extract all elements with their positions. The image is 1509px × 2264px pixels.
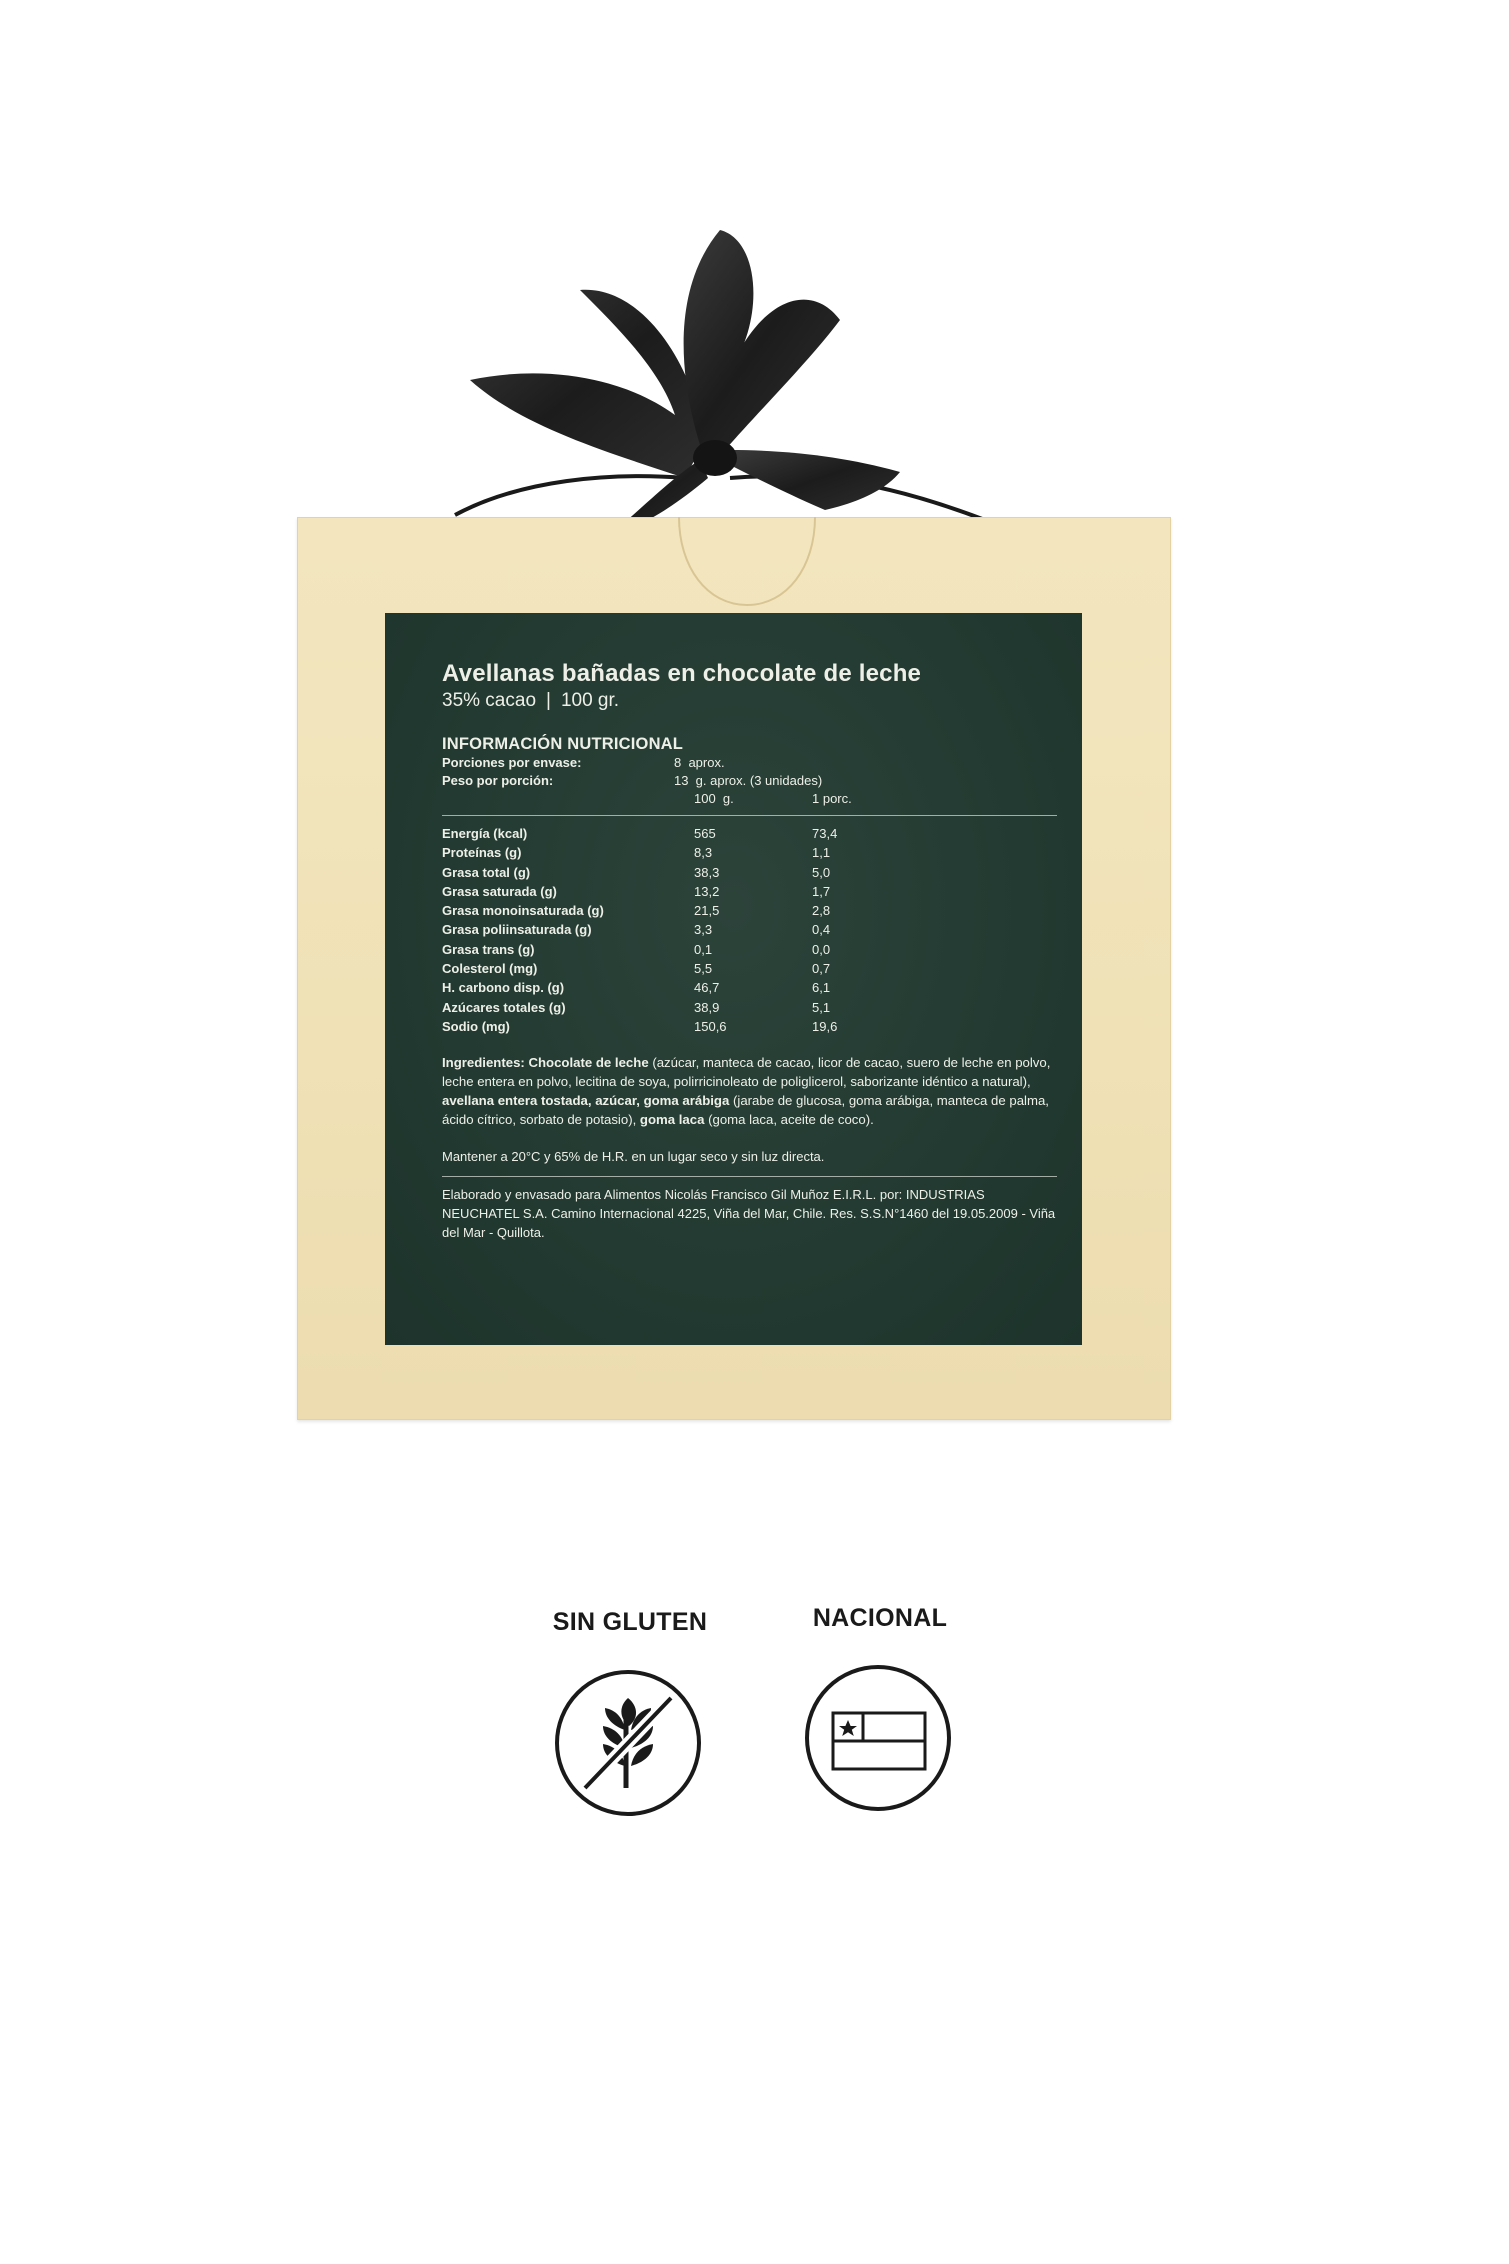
- portion-row: [442, 772, 1057, 790]
- nutrition-row: [442, 940, 837, 959]
- ingredients-bold-3: goma laca: [639, 1112, 705, 1128]
- nutrient-name: H. carbono disp. (g): [442, 980, 565, 996]
- servings-value: 8 aprox.: [674, 755, 725, 770]
- nutrient-name: Grasa trans (g): [442, 941, 535, 957]
- nutrition-label: [385, 613, 1082, 1345]
- net-weight: 100 gr.: [560, 690, 620, 711]
- col-portion: 1 porc.: [812, 791, 852, 806]
- chile-flag-icon: [803, 1663, 953, 1813]
- cacao-percent: 35% cacao: [442, 690, 537, 711]
- ingredients-text-3: (goma laca, aceite de coco).: [704, 1112, 874, 1128]
- divider: [442, 815, 1057, 816]
- portion-value: 13 g. aprox. (3 unidades): [674, 773, 823, 788]
- subtitle-separator: |: [546, 690, 551, 711]
- ribbon-bow: [430, 210, 1090, 540]
- product-subtitle: [442, 689, 1057, 713]
- value-per-100g: 21,5: [694, 903, 720, 919]
- ingredients-text: [442, 1053, 1057, 1129]
- nutrition-row: [442, 863, 837, 882]
- badge-sin-gluten-label: SIN GLUTEN: [552, 1608, 708, 1636]
- nutrition-row: [442, 843, 837, 862]
- value-per-100g: 0,1: [694, 941, 713, 957]
- nutrient-name: Grasa saturada (g): [442, 883, 557, 899]
- ingredients-bold-2: avellana entera tostada, azúcar, goma arábiga: [442, 1093, 730, 1109]
- value-per-100g: 38,9: [694, 999, 720, 1015]
- nutrient-name: Proteínas (g): [442, 845, 522, 861]
- nutrition-title: INFORMACIÓN NUTRICIONAL: [442, 735, 684, 753]
- ingredients-text-2: (jarabe de glucosa, goma arábiga, manteca de palma, ácido cítrico, sorbato de potasio),: [442, 1093, 1049, 1128]
- nutrition-row: [442, 978, 837, 997]
- nutrition-row: [442, 882, 837, 901]
- servings-row: [442, 754, 1057, 772]
- column-headers: [442, 790, 1057, 808]
- nutrient-name: Azúcares totales (g): [442, 999, 566, 1015]
- gluten-free-wheat-icon: [553, 1668, 703, 1818]
- badge-nacional-label: NACIONAL: [812, 1604, 948, 1632]
- nutrient-name: Grasa total (g): [442, 864, 531, 880]
- nutrition-row: [442, 901, 837, 920]
- value-per-portion: 0,7: [812, 961, 831, 977]
- value-per-portion: 19,6: [812, 1018, 838, 1034]
- value-per-portion: 5,1: [812, 999, 831, 1015]
- value-per-portion: 1,7: [812, 883, 831, 899]
- box-tuck-flap: [677, 517, 817, 607]
- value-per-100g: 8,3: [694, 845, 713, 861]
- value-per-100g: 46,7: [694, 980, 720, 996]
- nutrient-name: Energía (kcal): [442, 826, 528, 841]
- servings-label: Porciones por envase:: [442, 755, 582, 770]
- value-per-100g: 150,6: [694, 1018, 727, 1034]
- value-per-100g: 565: [694, 826, 716, 841]
- value-per-portion: 0,4: [812, 922, 831, 938]
- nutrient-name: Grasa monoinsaturada (g): [442, 903, 604, 919]
- ingredients-bold-1: Ingredientes: Chocolate de leche: [442, 1055, 649, 1071]
- nutrient-name: Grasa poliinsaturada (g): [442, 922, 592, 938]
- col-100g: 100 g.: [694, 791, 734, 806]
- divider: [442, 1176, 1057, 1177]
- nutrition-row: [442, 959, 837, 978]
- value-per-100g: 13,2: [694, 883, 720, 899]
- ingredients-text-1: (azúcar, manteca de cacao, licor de cacao, suero de leche en polvo, leche entera en polvo, lecitina de soya, polirricinoleato de poliglicerol, saborizante idéntico a natural),: [442, 1055, 1051, 1090]
- value-per-portion: 73,4: [812, 826, 838, 841]
- nutrition-row: [442, 824, 837, 843]
- nutrition-row: [442, 1017, 837, 1036]
- value-per-portion: 5,0: [812, 864, 831, 880]
- value-per-100g: 5,5: [694, 961, 713, 977]
- nutrition-row: [442, 998, 837, 1017]
- storage-text: Mantener a 20°C y 65% de H.R. en un lugar seco y sin luz directa.: [442, 1149, 825, 1165]
- value-per-portion: 6,1: [812, 980, 831, 996]
- portion-label: Peso por porción:: [442, 773, 554, 788]
- value-per-100g: 3,3: [694, 922, 713, 938]
- value-per-portion: 1,1: [812, 845, 831, 861]
- nutrition-table: [442, 824, 837, 1036]
- product-title: Avellanas bañadas en chocolate de leche: [442, 660, 922, 687]
- chocolate-box: [297, 517, 1171, 1420]
- manufacturer-text: Elaborado y envasado para Alimentos Nicolás Francisco Gil Muñoz E.I.R.L. por: INDUSTRIAS NEUCHATEL S.A. Camino Internacional 4225, Viña del Mar, Chile. Res. S.S.N°1460 del 19.05.2009 - Viña del Mar - Quillota.: [442, 1187, 1056, 1241]
- nutrient-name: Sodio (mg): [442, 1018, 510, 1034]
- value-per-100g: 38,3: [694, 864, 720, 880]
- value-per-portion: 2,8: [812, 903, 831, 919]
- value-per-portion: 0,0: [812, 941, 831, 957]
- nutrient-name: Colesterol (mg): [442, 961, 538, 977]
- nutrition-row: [442, 920, 837, 939]
